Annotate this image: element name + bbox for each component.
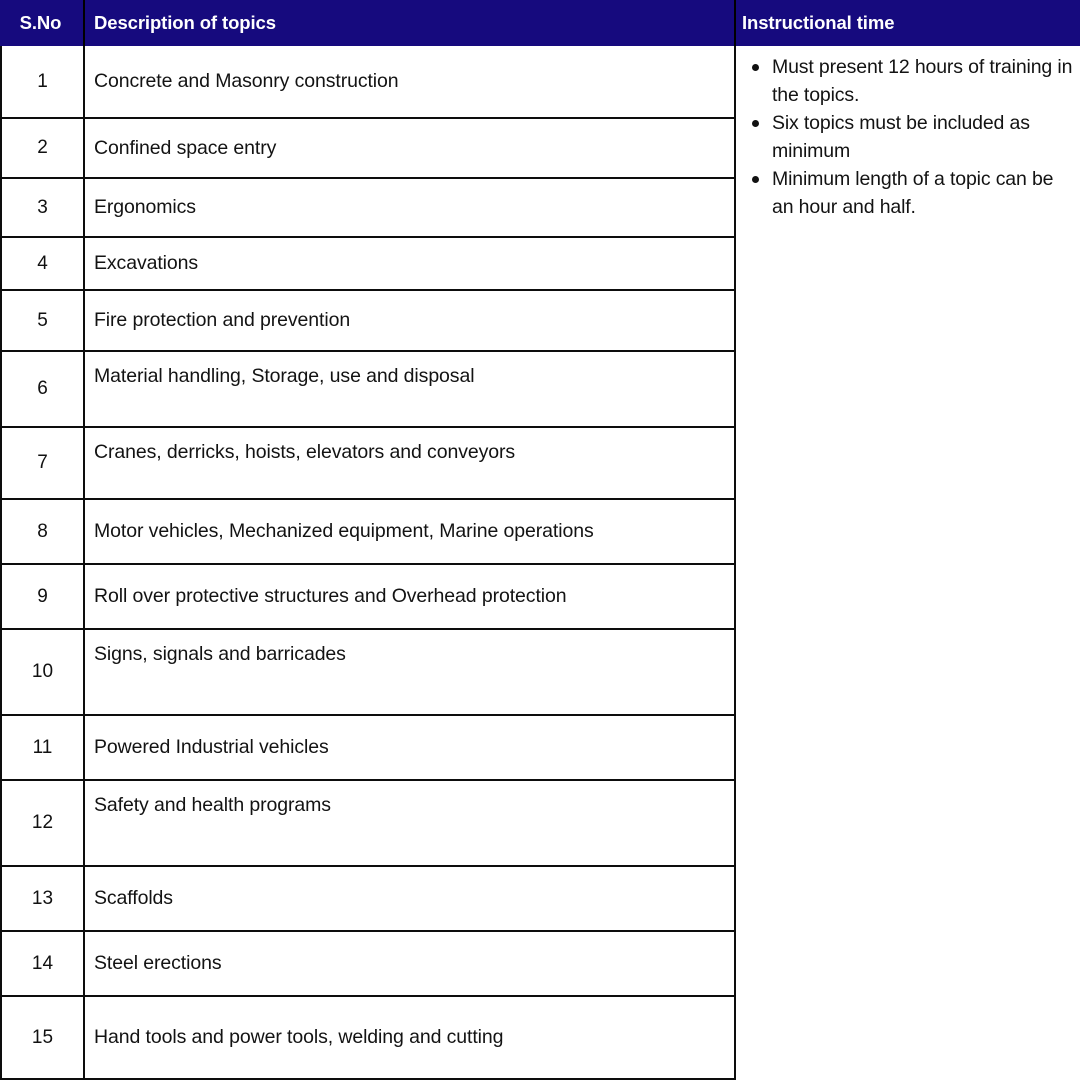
- table-row: [0, 291, 736, 352]
- table-row: [0, 630, 736, 716]
- cell-sno: 8: [0, 500, 85, 563]
- cell-sno: 14: [0, 932, 85, 995]
- table-row: [0, 781, 736, 867]
- table-row: [0, 179, 736, 238]
- cell-description: Confined space entry: [85, 119, 736, 177]
- cell-sno: 3: [0, 179, 85, 236]
- instructional-time-notes: [736, 46, 1080, 221]
- column-header-sno: S.No: [0, 0, 85, 46]
- list-item: [772, 166, 1076, 221]
- table-row: [0, 352, 736, 428]
- cell-sno: 4: [0, 238, 85, 289]
- cell-description: Material handling, Storage, use and disposal: [85, 352, 736, 426]
- cell-description: Scaffolds: [85, 867, 736, 930]
- cell-description: Signs, signals and barricades: [85, 630, 736, 714]
- cell-sno: 12: [0, 781, 85, 865]
- table-row: [0, 716, 736, 781]
- cell-description: Safety and health programs: [85, 781, 736, 865]
- table-row: [0, 119, 736, 179]
- table-row: [0, 238, 736, 291]
- cell-sno: 11: [0, 716, 85, 779]
- instructional-time-cell: [736, 46, 1080, 1080]
- bullet-icon: [752, 64, 759, 71]
- list-item-label: Must present 12 hours of training in the topics.: [772, 56, 1073, 106]
- cell-sno: 7: [0, 428, 85, 498]
- cell-description: Cranes, derricks, hoists, elevators and conveyors: [85, 428, 736, 498]
- cell-description: Motor vehicles, Mechanized equipment, Marine operations: [85, 500, 736, 563]
- cell-sno: 15: [0, 997, 85, 1078]
- cell-sno: 2: [0, 119, 85, 177]
- cell-description: Fire protection and prevention: [85, 291, 736, 350]
- cell-description: Ergonomics: [85, 179, 736, 236]
- cell-sno: 6: [0, 352, 85, 426]
- table-row: [0, 565, 736, 630]
- cell-sno: 5: [0, 291, 85, 350]
- table-row: [0, 46, 736, 119]
- cell-description: Hand tools and power tools, welding and cutting: [85, 997, 736, 1078]
- table-body: [0, 46, 1080, 1080]
- cell-sno: 10: [0, 630, 85, 714]
- table-row: [0, 932, 736, 997]
- cell-sno: 13: [0, 867, 85, 930]
- topics-rows-container: [0, 46, 736, 1080]
- table-row: [0, 428, 736, 500]
- list-item-label: Minimum length of a topic can be an hour and half.: [772, 168, 1054, 218]
- cell-description: Concrete and Masonry construction: [85, 46, 736, 117]
- bullet-icon: [752, 120, 759, 127]
- cell-description: Steel erections: [85, 932, 736, 995]
- table-row: [0, 867, 736, 932]
- table-row: [0, 500, 736, 565]
- table-header-row: [0, 0, 1080, 46]
- cell-sno: 1: [0, 46, 85, 117]
- list-item-label: Six topics must be included as minimum: [772, 112, 1030, 162]
- table-row: [0, 997, 736, 1080]
- column-header-instructional-time: Instructional time: [736, 0, 1080, 46]
- column-header-description: Description of topics: [85, 0, 736, 46]
- cell-sno: 9: [0, 565, 85, 628]
- bullet-icon: [752, 176, 759, 183]
- list-item: [772, 110, 1076, 165]
- cell-description: Excavations: [85, 238, 736, 289]
- cell-description: Roll over protective structures and Overhead protection: [85, 565, 736, 628]
- cell-description: Powered Industrial vehicles: [85, 716, 736, 779]
- list-item: [772, 54, 1076, 109]
